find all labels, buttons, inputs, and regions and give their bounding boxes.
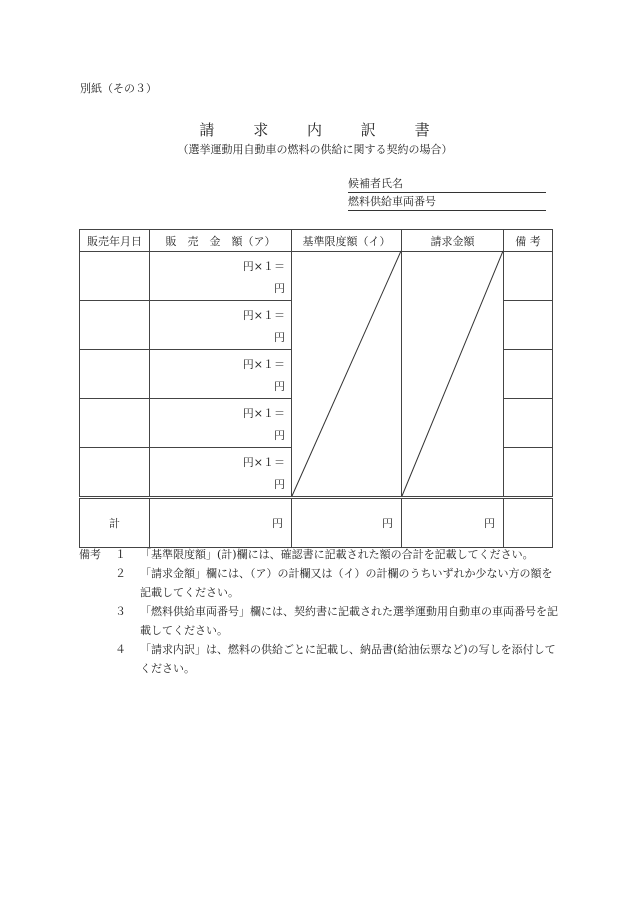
notes-label: 備考 (79, 548, 101, 561)
title-char: 書 (414, 121, 431, 139)
date-cell[interactable] (80, 399, 150, 448)
date-cell[interactable] (80, 350, 150, 399)
limit-amount-crossed-cell (292, 252, 402, 498)
sales-amount-cell[interactable]: 円×１＝ 円 (150, 350, 292, 399)
note-number: １ (115, 548, 126, 561)
note-text: 「請求金額」欄には、（ア）の計欄又は（イ）の計欄のうちいずれか少ない方の額を記載してください。 (140, 567, 553, 599)
annex-label: 別紙（その３） (80, 82, 157, 95)
note-item (79, 602, 559, 640)
header-sales-amount: 販 売 金 額（ア） (150, 230, 292, 252)
date-cell[interactable] (80, 448, 150, 498)
total-claim-cell[interactable]: 円 (402, 498, 504, 548)
note-number: ３ (115, 605, 126, 618)
document-subtitle: （選挙運動用自動車の燃料の供給に関する契約の場合） (177, 143, 453, 156)
note-item (79, 564, 559, 602)
sales-amount-cell[interactable]: 円×１＝ 円 (150, 252, 292, 301)
header-claim-amount: 請求金額 (402, 230, 504, 252)
note-text: 「請求内訳」は、燃料の供給ごとに記載し、納品書(給油伝票など)の写しを添付してください。 (140, 643, 556, 675)
sales-amount-cell[interactable]: 円×１＝ 円 (150, 399, 292, 448)
total-remarks-cell[interactable] (504, 498, 553, 548)
table-row (80, 252, 553, 301)
sales-amount-cell[interactable]: 円×１＝ 円 (150, 448, 292, 498)
remarks-cell[interactable] (504, 350, 553, 399)
claim-amount-crossed-cell (402, 252, 504, 498)
remarks-cell[interactable] (504, 301, 553, 350)
remarks-cell[interactable] (504, 252, 553, 301)
title-char: 内 (306, 121, 323, 139)
sales-amount-cell[interactable]: 円×１＝ 円 (150, 301, 292, 350)
total-sales-cell[interactable]: 円 (150, 498, 292, 548)
remarks-cell[interactable] (504, 448, 553, 498)
note-item (79, 640, 559, 678)
title-char: 求 (253, 121, 270, 139)
claim-breakdown-table (79, 229, 553, 548)
note-text: 「基準限度額」(計)欄には、確認書に記載された額の合計を記載してください。 (140, 548, 534, 561)
date-cell[interactable] (80, 252, 150, 301)
note-item (79, 545, 559, 564)
total-limit-cell[interactable]: 円 (292, 498, 402, 548)
candidate-name-field[interactable]: 候補者氏名 (348, 175, 546, 193)
total-row (80, 498, 553, 548)
date-cell[interactable] (80, 301, 150, 350)
header-limit-amount: 基準限度額（イ） (292, 230, 402, 252)
header-remarks: 備 考 (504, 230, 553, 252)
header-date: 販売年月日 (80, 230, 150, 252)
notes-section (79, 545, 559, 678)
note-number: ２ (115, 567, 126, 580)
note-text: 「燃料供給車両番号」欄には、契約書に記載された選挙運動用自動車の車両番号を記載してください。 (140, 605, 558, 637)
title-char: 訳 (360, 121, 377, 139)
remarks-cell[interactable] (504, 399, 553, 448)
document-title (0, 119, 630, 140)
vehicle-number-field[interactable]: 燃料供給車両番号 (348, 193, 546, 211)
title-char: 請 (199, 121, 216, 139)
note-number: ４ (115, 643, 126, 656)
total-label: 計 (80, 498, 150, 548)
